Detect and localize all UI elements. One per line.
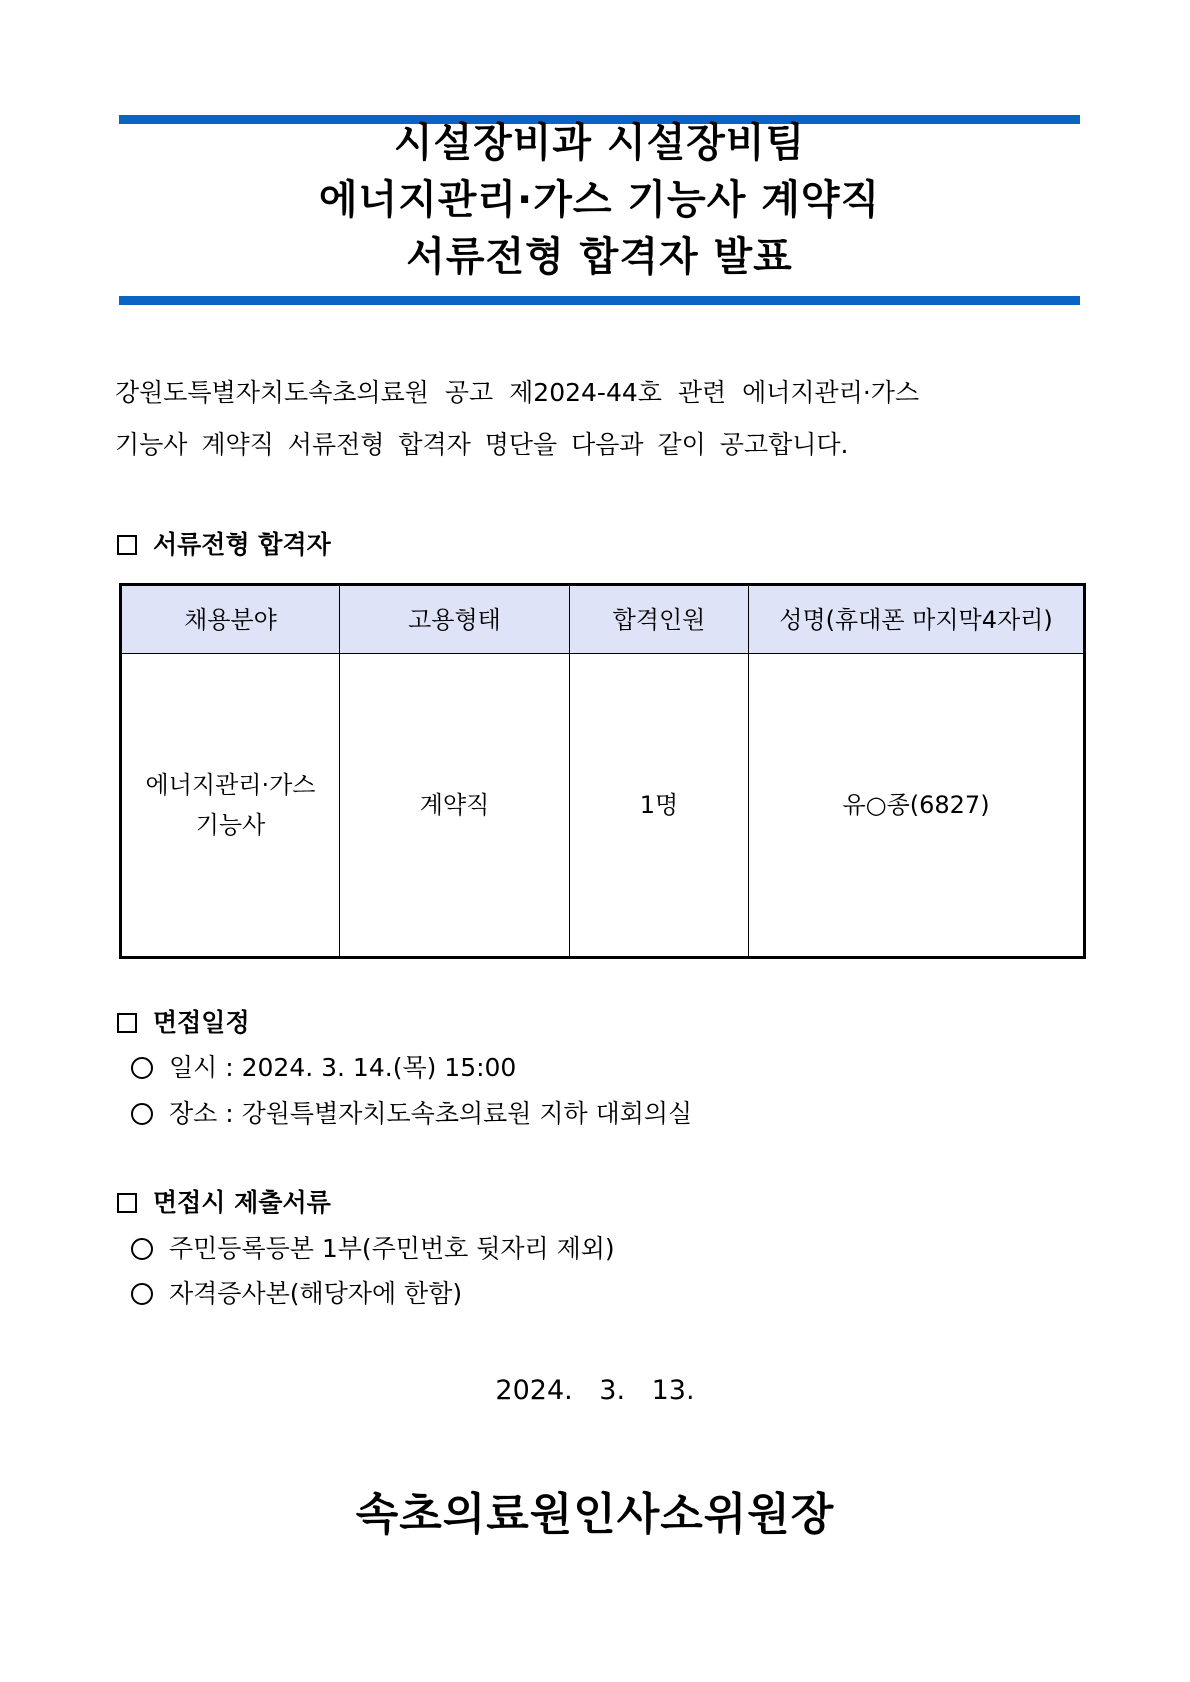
circle-bullet-icon: [131, 1057, 153, 1079]
announcement-date: 2024. 3. 13.: [495, 1375, 695, 1406]
section-documents-label: 면접시 제출서류: [153, 1188, 331, 1217]
schedule-location: 장소 : 강원특별자치도속초의료원 지하 대회의실: [169, 1099, 693, 1128]
checkbox-square-icon: [117, 1013, 137, 1033]
section-schedule-label: 면접일정: [153, 1008, 250, 1037]
checkbox-square-icon: [117, 1193, 137, 1213]
list-item: [131, 1279, 462, 1309]
cell-name: 유○종(6827): [749, 654, 1085, 958]
header-field: 채용분야: [121, 585, 340, 654]
intro-line-1: 강원도특별자치도속초의료원 공고 제2024-44호 관련 에너지관리·가스: [115, 378, 920, 407]
header-count: 합격인원: [570, 585, 749, 654]
cell-field: [121, 654, 340, 958]
circle-bullet-icon: [131, 1103, 153, 1125]
section-results-label: 서류전형 합격자: [153, 530, 331, 559]
results-table: [119, 583, 1086, 959]
title-bottom-rule: [119, 296, 1080, 305]
section-documents-heading: [117, 1188, 331, 1218]
cell-field-line-1: 에너지관리·가스: [145, 771, 316, 799]
title-line-2: 에너지관리·가스 기능사 계약직: [318, 177, 881, 223]
cell-field-line-2: 기능사: [195, 811, 266, 839]
schedule-datetime: 일시 : 2024. 3. 14.(목) 15:00: [169, 1053, 517, 1082]
intro-line-2: 기능사 계약직 서류전형 합격자 명단을 다음과 같이 공고합니다.: [115, 430, 849, 459]
list-item: [131, 1053, 516, 1083]
checkbox-square-icon: [117, 535, 137, 555]
circle-bullet-icon: [131, 1238, 153, 1260]
section-schedule-heading: [117, 1008, 250, 1038]
table-row: [121, 654, 1085, 958]
circle-bullet-icon: [131, 1283, 153, 1305]
cell-count: 1명: [570, 654, 749, 958]
header-employment: 고용형태: [340, 585, 570, 654]
list-item: [131, 1099, 692, 1129]
document-item-1: 주민등록등본 1부(주민번호 뒷자리 제외): [169, 1234, 615, 1263]
cell-employment: 계약직: [340, 654, 570, 958]
list-item: [131, 1234, 615, 1264]
title-line-3: 서류전형 합격자 발표: [406, 234, 793, 280]
header-name: 성명(휴대폰 마지막4자리): [749, 585, 1085, 654]
section-results-heading: [117, 530, 331, 560]
table-header-row: [121, 585, 1085, 654]
signature: 속초의료원인사소위원장: [355, 1489, 835, 1540]
document-item-2: 자격증사본(해당자에 한함): [169, 1279, 463, 1308]
title-line-1: 시설장비과 시설장비팀: [393, 120, 806, 166]
